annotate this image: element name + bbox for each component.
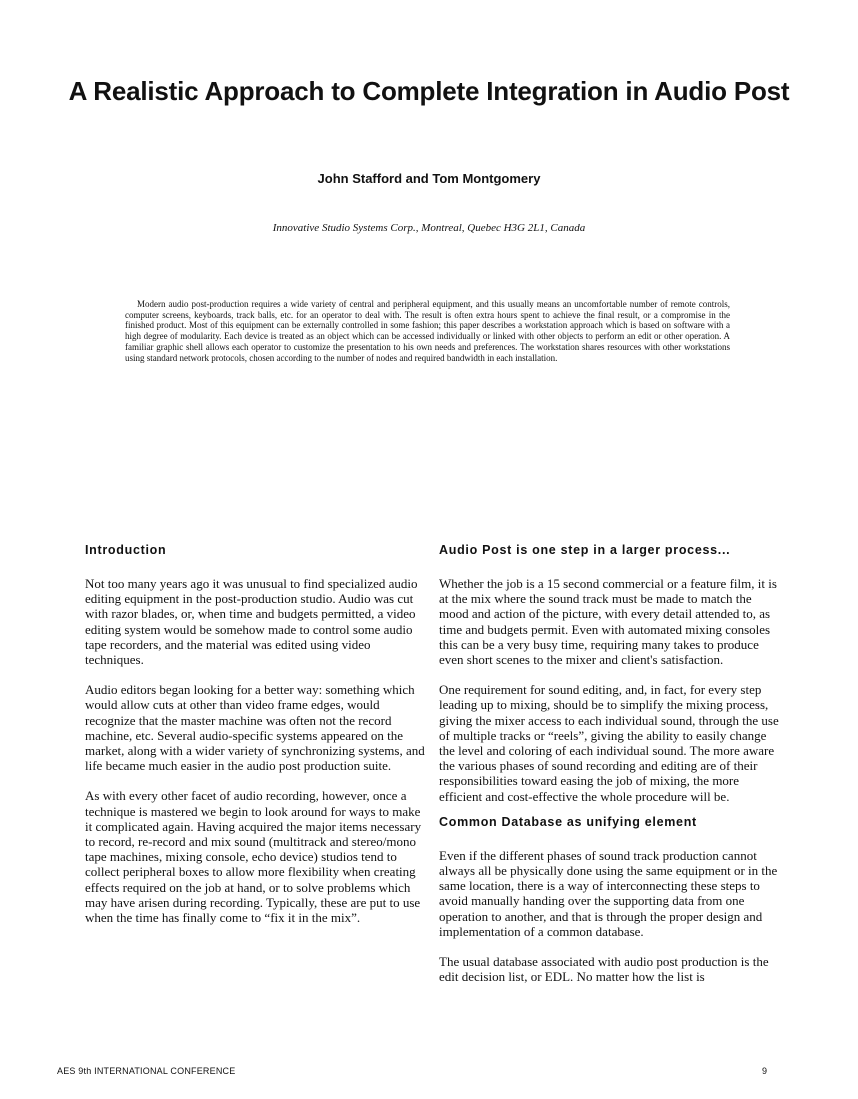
section-heading-audio-post: Audio Post is one step in a larger process... [439, 543, 731, 557]
section-heading-introduction: Introduction [85, 543, 167, 557]
right-column [439, 542, 784, 999]
body-paragraph: Audio editors began looking for a better way: something which would allow cuts at other than video frame edges, would recognize that the master machine was often not the record machine, etc. Several audio-specific systems appeared on the market, along with a wider variety of synchronizing systems, and life became much easier in the audio post production suite. [85, 682, 425, 774]
body-paragraph: The usual database associated with audio post production is the edit decision list, or EDL. No matter how the list is [439, 954, 769, 985]
body-paragraph: Whether the job is a 15 second commercial or a feature film, it is at the mix where the sound track must be made to match the mood and action of the picture, with every detail attended to, as time and budgets permit. Even with automated mixing consoles this can be a very busy time, requiring many takes to produce even short scenes to the mixer and client's satisfaction. [439, 576, 777, 668]
body-paragraph: Not too many years ago it was unusual to find specialized audio editing equipment in the post-production studio. Audio was cut with razor blades, or, when time and budgets permitted, a video editing system would be somehow made to control some audio tape recorders, and the material was edited using video techniques. [85, 576, 418, 668]
body-paragraph: As with every other facet of audio recording, however, once a technique is mastered we begin to look around for ways to make it complicated again. Having acquired the major items necessary to record, re-record and mix sound (multitrack and stereo/mono tape machines, mixing console, echo device) studios tend to collect peripheral boxes to allow more flexibility when creating effects required on the job at hand, or to solve problems which may have arisen during recording. Typically, these are put to use when the time has finally come to “fix it in the mix”. [85, 788, 422, 926]
body-paragraph: One requirement for sound editing, and, in fact, for every step leading up to mixing, should be to simplify the mixing process, giving the mixer access to each individual sound, through the use of multiple tracks or “reels”, giving the ability to easily change the level and coloring of each individual sound. The more aware the various phases of sound recording and editing are of their responsibilities toward easing the job of mixing, the more efficient and cost-effective the whole procedure will be. [439, 682, 779, 804]
footer-conference: AES 9th INTERNATIONAL CONFERENCE [57, 1066, 236, 1076]
section-heading-common-database: Common Database as unifying element [439, 814, 697, 829]
author-names: John Stafford and Tom Montgomery [317, 171, 541, 186]
abstract-text: Modern audio post-production requires a wide variety of central and peripheral equipment, and this usually means an uncomfortable number of remote controls, computer screens, keyboards, track balls, etc. for an operator to deal with. The result is often extra hours spent to achieve the final result, or a compromise in the finished product. Most of this equipment can be externally controlled in some fashion; this paper describes a workstation approach which is based on software with a high degree of modularity. Each device is treated as an object which can be accessed individually or linked with other objects to perform an edit or other operation. A familiar graphic shell allows each operator to customize the presentation to his own needs and preferences. The workstation shares resources with other workstations using standard network protocols, chosen according to the number of nodes and required bandwidth in each installation. [125, 299, 730, 363]
page-number: 9 [762, 1066, 768, 1076]
author-affiliation: Innovative Studio Systems Corp., Montreal, Quebec H3G 2L1, Canada [272, 222, 586, 234]
body-paragraph: Even if the different phases of sound track production cannot always all be physically done using the same equipment or in the same location, there is a way of interconnecting these steps to avoid manually handing over the supporting data from one operation to another, and that is through the proper design and implementation of a common database. [439, 847, 778, 939]
left-column [85, 542, 430, 940]
paper-title: A Realistic Approach to Complete Integration in Audio Post [68, 76, 790, 106]
